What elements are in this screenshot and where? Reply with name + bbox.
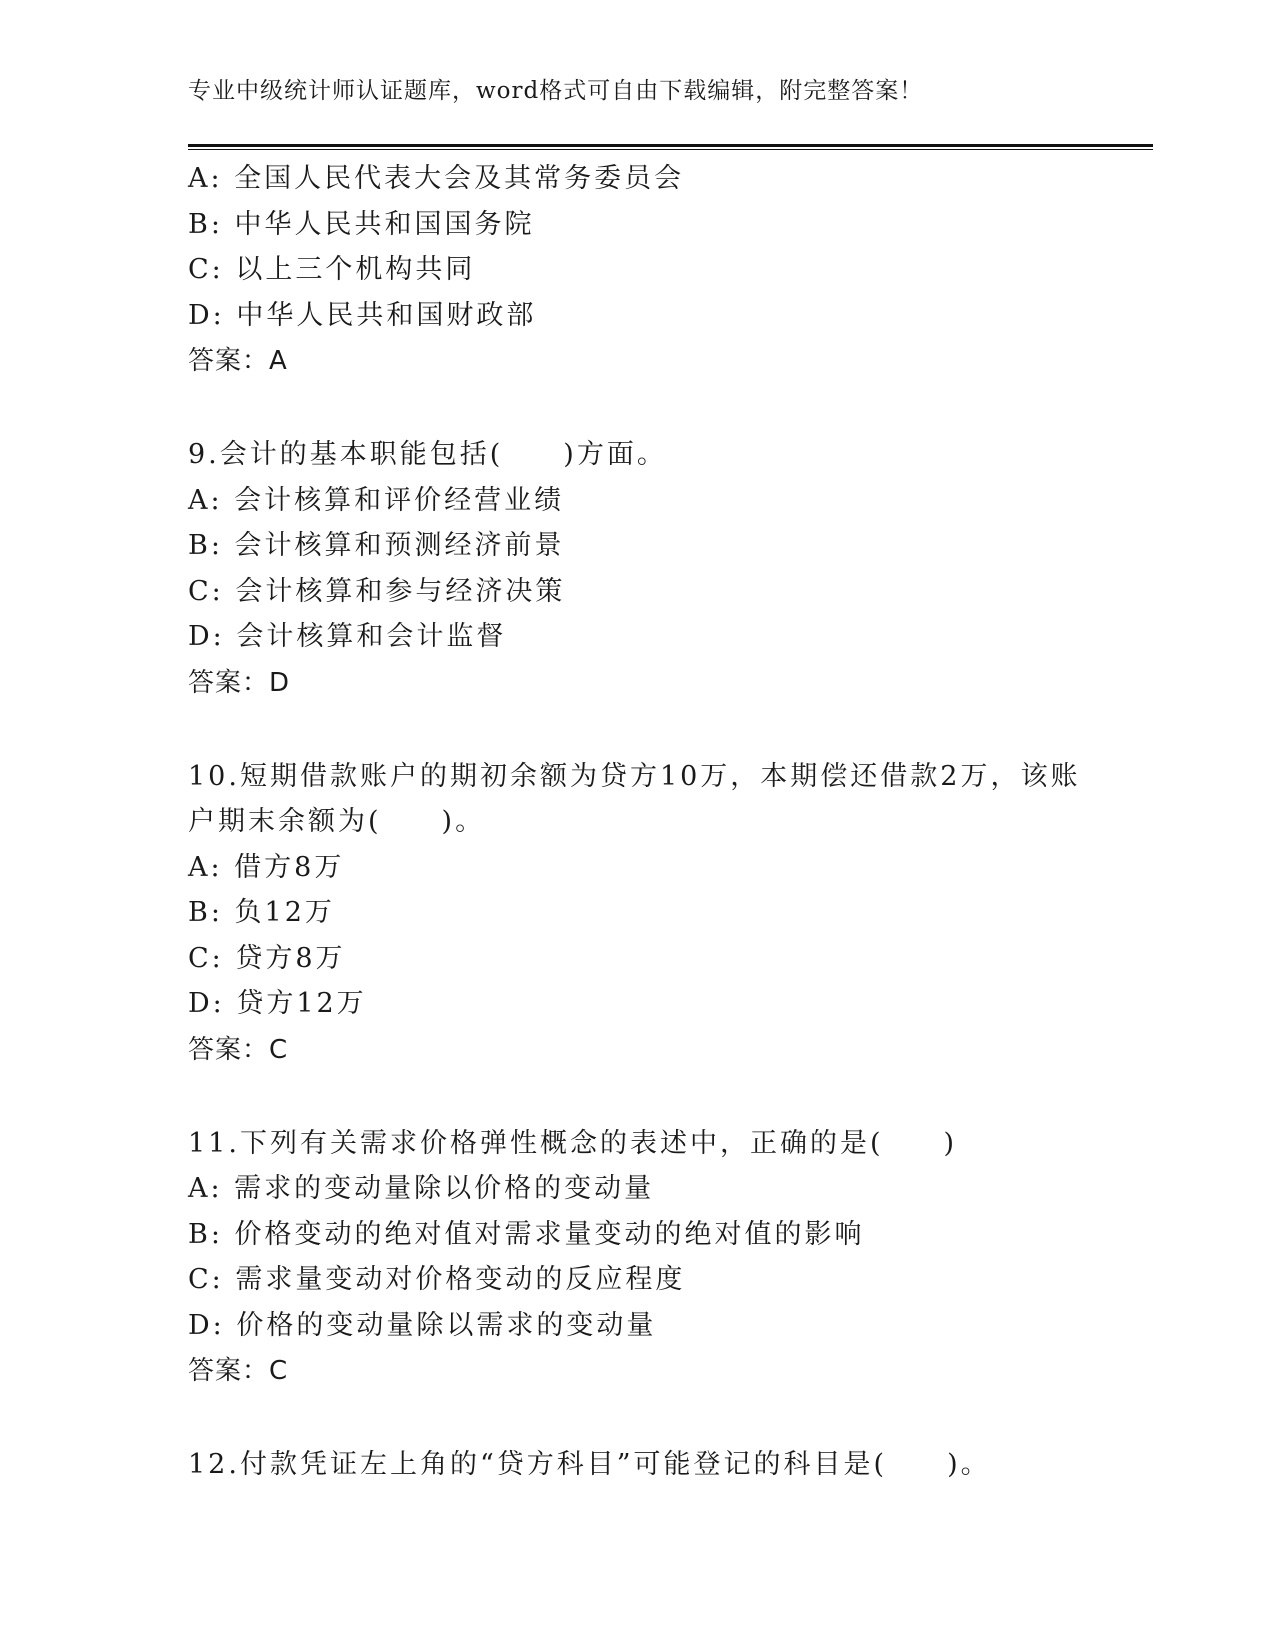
- question-stem: 9.会计的基本职能包括( )方面。: [188, 439, 667, 470]
- option-c: C: 需求量变动对价格变动的反应程度: [188, 1264, 686, 1295]
- question-stem-continued: 户期末余额为( )。: [188, 806, 486, 837]
- option-d: D: 中华人民共和国财政部: [188, 299, 537, 331]
- page-header: 专业中级统计师认证题库，word格式可自由下载编辑，附完整答案！: [188, 78, 924, 104]
- question-stem: 10.短期借款账户的期初余额为贷方10万，本期偿还借款2万，该账: [188, 760, 1081, 792]
- question-11: [188, 1121, 1088, 1395]
- option-d: D: 贷方12万: [188, 988, 367, 1019]
- answer: 答案：C: [188, 1356, 289, 1386]
- header-divider: [188, 144, 1153, 150]
- answer: 答案：C: [188, 1034, 289, 1065]
- question-stem: 12.付款凭证左上角的“贷方科目”可能登记的科目是( )。: [188, 1449, 991, 1480]
- option-b: B: 价格变动的绝对值对需求量变动的绝对值的影响: [188, 1218, 865, 1250]
- option-a: A: 需求的变动量除以价格的变动量: [188, 1173, 655, 1204]
- option-a: A: 会计核算和评价经营业绩: [188, 484, 565, 516]
- question-list: [188, 156, 1088, 1488]
- question-12: [188, 1442, 1088, 1488]
- question-9: [188, 432, 1088, 706]
- answer: 答案：A: [188, 346, 288, 376]
- option-a: A: 全国人民代表大会及其常务委员会: [188, 163, 685, 194]
- option-b: B: 中华人民共和国国务院: [188, 208, 535, 240]
- option-d: D: 价格的变动量除以需求的变动量: [188, 1309, 657, 1341]
- option-c: C: 会计核算和参与经济决策: [188, 575, 566, 607]
- question-10: [188, 754, 1088, 1073]
- option-c: C: 以上三个机构共同: [188, 254, 476, 285]
- option-b: B: 会计核算和预测经济前景: [188, 530, 565, 561]
- option-a: A: 借方8万: [188, 851, 345, 883]
- option-b: B: 负12万: [188, 897, 335, 928]
- question-8: [188, 156, 1088, 384]
- option-d: D: 会计核算和会计监督: [188, 621, 507, 652]
- question-stem: 11.下列有关需求价格弹性概念的表述中，正确的是( ): [188, 1127, 958, 1159]
- answer: 答案：D: [188, 667, 291, 698]
- option-c: C: 贷方8万: [188, 942, 346, 974]
